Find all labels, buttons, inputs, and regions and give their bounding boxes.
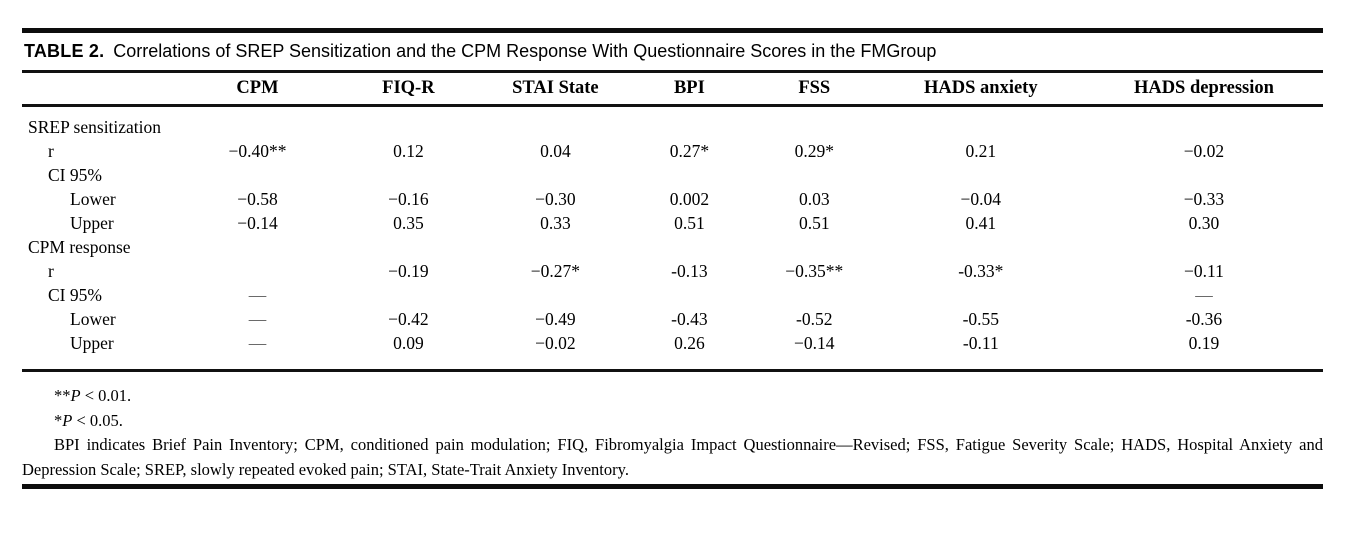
table-cell <box>182 259 333 283</box>
table-cell <box>182 163 333 187</box>
table-cell <box>877 235 1085 259</box>
table-cell: 0.35 <box>393 212 424 233</box>
table-cell <box>484 163 627 187</box>
table-cell: −0.11 <box>1184 260 1224 281</box>
table-2-panel <box>22 28 1323 489</box>
table-cell: 0.12 <box>393 140 424 161</box>
table-cell: -0.33* <box>958 260 1004 281</box>
table-cell <box>627 106 752 140</box>
table-cell: — <box>1195 284 1213 305</box>
table-cell: −0.02 <box>1183 140 1225 161</box>
table-cell <box>484 106 627 140</box>
table-row-srep-lower <box>22 187 1323 211</box>
row-label: CI 95% <box>48 164 102 185</box>
table-cell: -0.13 <box>671 260 708 281</box>
table-cell: -0.36 <box>1185 308 1223 329</box>
row-label: r <box>48 260 54 281</box>
table-cell: −0.16 <box>388 188 429 209</box>
table-cell: 0.29* <box>794 140 834 161</box>
table-cell: 0.51 <box>798 212 830 233</box>
table-row-srep-r <box>22 139 1323 163</box>
table-cell: 0.27* <box>669 140 710 161</box>
row-label: CI 95% <box>48 284 102 305</box>
table-cell: 0.41 <box>965 212 997 233</box>
table-cell: — <box>248 284 267 305</box>
table-cell <box>627 283 752 307</box>
table-cell: −0.14 <box>794 332 835 353</box>
column-header-bpi: BPI <box>627 73 752 106</box>
table-cell: −0.30 <box>535 188 576 209</box>
table-cell: -0.52 <box>796 308 833 329</box>
column-header-empty <box>22 73 182 106</box>
table-cell <box>877 283 1085 307</box>
table-cell <box>752 235 877 259</box>
row-label: r <box>48 140 54 161</box>
table-cell: 0.26 <box>674 332 705 353</box>
table-cell: 0.51 <box>674 212 705 233</box>
footnote-condition: < 0.01. <box>80 386 132 405</box>
table-cell <box>1085 163 1323 187</box>
footnote-condition: < 0.05. <box>72 410 123 430</box>
table-cell: −0.35** <box>785 260 844 281</box>
table-cell <box>182 235 333 259</box>
table-cell: -0.43 <box>671 308 708 329</box>
table-cell: 0.03 <box>798 188 830 209</box>
table-cell: −0.33 <box>1183 188 1225 209</box>
table-cell: −0.49 <box>535 308 576 329</box>
table-cell: 0.04 <box>540 140 571 161</box>
table-title <box>22 33 1323 70</box>
table-cell <box>877 106 1085 140</box>
row-label: Lower <box>70 308 116 329</box>
table-cell <box>752 283 877 307</box>
table-cell <box>1085 106 1323 140</box>
table-cell: −0.19 <box>388 260 429 281</box>
table-row-srep-section <box>22 106 1323 140</box>
table-cell: −0.14 <box>237 212 278 233</box>
table-cell: −0.02 <box>535 332 576 353</box>
table-cell: 0.21 <box>965 140 997 161</box>
table-row-srep-ci <box>22 163 1323 187</box>
column-header-hads-depression: HADS depression <box>1085 73 1323 106</box>
table-cell: −0.27* <box>530 260 580 281</box>
footnote-p05 <box>22 409 1323 434</box>
table-cell <box>752 106 877 140</box>
table-cell <box>484 283 627 307</box>
table-cell <box>877 163 1085 187</box>
footnote-p01 <box>22 384 1323 409</box>
row-label: CPM response <box>28 236 131 257</box>
table-cell: 0.33 <box>540 212 571 233</box>
table-row-cpm-r <box>22 259 1323 283</box>
table-cell <box>1085 235 1323 259</box>
table-row-srep-upper <box>22 211 1323 235</box>
table-cell <box>333 235 484 259</box>
table-cell <box>752 163 877 187</box>
column-header-fss: FSS <box>752 73 877 106</box>
table-cell <box>182 106 333 140</box>
table-cell: — <box>248 308 267 329</box>
table-cell <box>333 163 484 187</box>
table-cell <box>333 106 484 140</box>
table-cell <box>627 163 752 187</box>
footnotes <box>22 372 1323 484</box>
table-cell <box>627 235 752 259</box>
footnote-p-symbol: P <box>70 386 81 405</box>
row-label: Upper <box>70 212 114 233</box>
table-cell <box>333 283 484 307</box>
column-header-cpm: CPM <box>182 73 333 106</box>
table-cell: — <box>248 332 267 353</box>
table-cell: −0.42 <box>388 308 429 329</box>
table-cell: -0.55 <box>962 308 1000 329</box>
row-label: SREP sensitization <box>28 116 162 137</box>
column-header-stai-state: STAI State <box>484 73 627 106</box>
footnote-p-symbol: P <box>62 410 73 430</box>
correlations-table <box>22 73 1323 369</box>
footnote-marker: * <box>54 410 63 430</box>
table-cell: 0.002 <box>669 188 710 209</box>
column-header-fiqr: FIQ-R <box>333 73 484 106</box>
table-cell: 0.30 <box>1188 212 1220 233</box>
table-row-cpm-upper <box>22 331 1323 369</box>
table-row-cpm-lower <box>22 307 1323 331</box>
table-title-text: Correlations of SREP Sensitization and the CPM Response With Questionnaire Scores in the FMGroup <box>113 41 937 61</box>
header-row <box>22 73 1323 106</box>
footnote-marker: ** <box>54 386 71 405</box>
table-row-cpm-ci <box>22 283 1323 307</box>
table-cell: −0.04 <box>960 188 1002 209</box>
row-label: Upper <box>70 332 114 353</box>
table-cell: 0.19 <box>1188 332 1220 353</box>
table-cell <box>484 235 627 259</box>
row-label: Lower <box>70 188 116 209</box>
footnote-abbreviations: BPI indicates Brief Pain Inventory; CPM, conditioned pain modulation; FIQ, Fibromyalgia Impact Questionnaire—Revised; FSS, Fatigue Severity Scale; HADS, Hospital Anxiety and Depression Scale; SREP, slowly repeated evoked pain; STAI, State-Trait Anxiety Inventory. <box>22 435 1323 479</box>
table-row-cpm-section <box>22 235 1323 259</box>
column-header-hads-anxiety: HADS anxiety <box>877 73 1085 106</box>
table-title-label: TABLE 2. <box>24 41 105 61</box>
table-cell: 0.09 <box>393 332 424 353</box>
table-cell: −0.40** <box>228 140 287 161</box>
rule-bottom <box>22 484 1323 489</box>
table-cell: −0.58 <box>237 188 278 209</box>
table-cell: -0.11 <box>962 332 999 353</box>
